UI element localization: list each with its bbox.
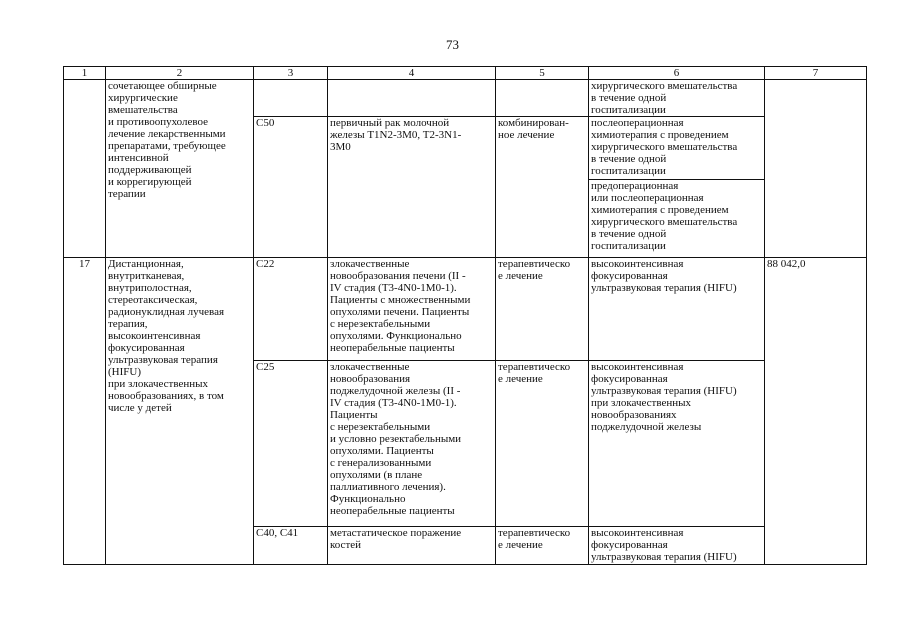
cell-icd-code: C22: [254, 258, 328, 361]
cell-icd-code: C50: [254, 117, 328, 258]
header-cell: 7: [765, 67, 867, 80]
cell-treatment-type: комбинирован- ное лечение: [496, 117, 589, 258]
header-cell: 3: [254, 67, 328, 80]
cell-treatment-method: хирургического вмешательства в течение одной госпитализации: [589, 80, 765, 117]
cell-method-name: Дистанционная, внутритканевая, внутриполостная, стереотаксическая, радионуклидная лучевая терапия, высокоинтенсивная фокусированная ультразвуковая терапия (HIFU) при злокачественных новообразованиях, в том числе у детей: [106, 258, 254, 565]
cell-treatment-method: предоперационная или послеоперационная химиотерапия с проведением хирургического вмешательства в течение одной госпитализации: [589, 180, 765, 258]
header-cell: 1: [64, 67, 106, 80]
treatment-table: [63, 66, 867, 565]
cell-treatment-method: высокоинтенсивная фокусированная ультразвуковая терапия (HIFU) при злокачественных новообразованиях поджелудочной железы: [589, 361, 765, 527]
cell-treatment-method: послеоперационная химиотерапия с проведением хирургического вмешательства в течение одной госпитализации: [589, 117, 765, 180]
cell-norm-cost: [765, 80, 867, 258]
table-row: [64, 258, 867, 361]
header-cell: 6: [589, 67, 765, 80]
cell-treatment-type: терапевтическо е лечение: [496, 527, 589, 565]
cell-norm-cost: 88 042,0: [765, 258, 867, 565]
cell-treatment-type: терапевтическо е лечение: [496, 361, 589, 527]
cell-treatment-method: высокоинтенсивная фокусированная ультразвуковая терапия (HIFU): [589, 258, 765, 361]
header-cell: 4: [328, 67, 496, 80]
cell-icd-code: C25: [254, 361, 328, 527]
cell-diagnosis: первичный рак молочной железы T1N2-3M0, T2-3N1- 3M0: [328, 117, 496, 258]
cell-method-name: сочетающее обширные хирургические вмешательства и противоопухолевое лечение лекарственными препаратами, требующее интенсивной поддерживающей и коррегирующей терапии: [106, 80, 254, 258]
page-number: 73: [446, 37, 459, 52]
cell-diagnosis: злокачественные новообразования печени (II - IV стадия (T3-4N0-1M0-1). Пациенты с множественными опухолями печени. Пациенты с нерезектабельными опухолями. Функционально неоперабельные пациенты: [328, 258, 496, 361]
cell-diagnosis: метастатическое поражение костей: [328, 527, 496, 565]
cell-treatment-method: высокоинтенсивная фокусированная ультразвуковая терапия (HIFU): [589, 527, 765, 565]
cell-icd-code: C40, C41: [254, 527, 328, 565]
cell-treatment-type: терапевтическо е лечение: [496, 258, 589, 361]
header-cell: 2: [106, 67, 254, 80]
cell-icd-code: [254, 80, 328, 117]
table-row: [64, 80, 867, 117]
cell-number: [64, 80, 106, 258]
cell-diagnosis: злокачественные новообразования поджелудочной железы (II - IV стадия (T3-4N0-1M0-1). Пациенты с нерезектабельными и условно резектабельными опухолями. Пациенты с генерализованными опухолями (в плане паллиативного лечения). Функционально неоперабельные пациенты: [328, 361, 496, 527]
cell-number: 17: [64, 258, 106, 565]
cell-diagnosis: [328, 80, 496, 117]
table-header-row: [64, 67, 867, 80]
header-cell: 5: [496, 67, 589, 80]
cell-treatment-type: [496, 80, 589, 117]
